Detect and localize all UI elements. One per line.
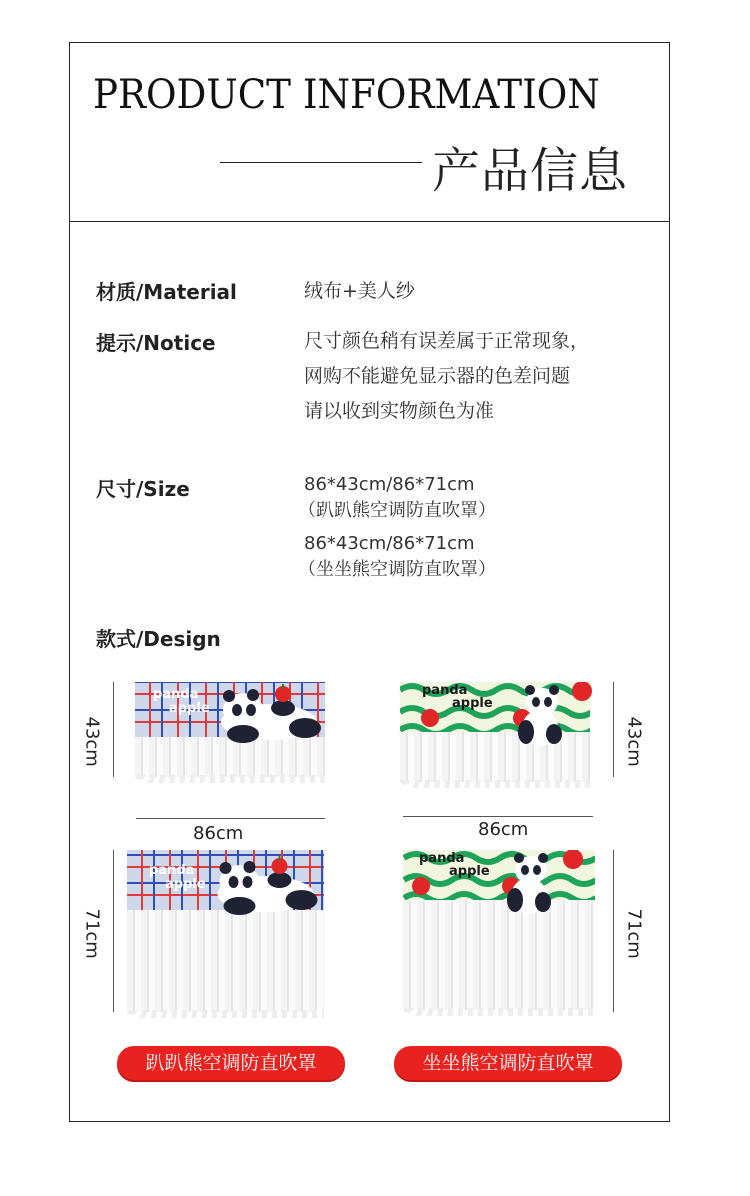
brand-apple: apple (169, 701, 210, 716)
notice-line-1: 尺寸颜色稍有误差属于正常现象， (304, 330, 590, 352)
brand-apple: apple (452, 696, 493, 711)
product-lying-short (135, 682, 325, 777)
dim-86cm-right: 86cm (478, 819, 529, 840)
lying-panda-icon (207, 856, 324, 918)
tag-sitting-panda: 坐坐熊空调防直吹罩 (394, 1046, 622, 1080)
size-label: 尺寸/Size (96, 477, 190, 501)
size-line-1: 86*43cm/86*71cm (304, 474, 475, 495)
product-sitting-long (403, 850, 595, 1010)
design-label: 款式/Design (96, 627, 221, 651)
brand-panda: panda (422, 683, 468, 698)
dim-line-left-long (113, 850, 114, 1012)
title-rule (220, 162, 422, 163)
brand-apple: apple (165, 877, 206, 892)
material-value: 绒布+美人纱 (304, 280, 415, 302)
dim-line-left-short (113, 682, 114, 777)
size-line-2: （趴趴熊空调防直吹罩） (298, 500, 496, 521)
tag-lying-panda: 趴趴熊空调防直吹罩 (117, 1046, 345, 1080)
dim-71cm-left: 71cm (81, 908, 103, 959)
brand-apple: apple (449, 864, 490, 879)
title-chinese: 产品信息 (432, 143, 629, 199)
notice-line-3: 请以收到实物颜色为准 (304, 400, 495, 422)
sitting-panda-icon (405, 850, 595, 918)
brand-panda: panda (153, 687, 199, 702)
dim-line-right-long (613, 850, 614, 1012)
notice-line-2: 网购不能避免显示器的色差问题 (304, 365, 571, 387)
lying-panda-icon (213, 684, 325, 746)
product-lying-long (127, 850, 324, 1012)
brand-panda: panda (149, 863, 195, 878)
size-line-4: （坐坐熊空调防直吹罩） (298, 559, 496, 580)
header-divider (69, 221, 670, 222)
dim-43cm-left: 43cm (81, 716, 103, 767)
notice-label: 提示/Notice (96, 331, 216, 355)
brand-panda: panda (419, 851, 465, 866)
dim-86cm-left: 86cm (193, 823, 244, 844)
title-english: PRODUCT INFORMATION (93, 72, 600, 118)
dim-line-width-right (403, 816, 593, 817)
dim-43cm-right: 43cm (623, 716, 645, 767)
dim-line-width-left (136, 818, 325, 819)
material-label: 材质/Material (96, 280, 237, 304)
dim-line-right-short (613, 682, 614, 777)
product-sitting-short (400, 682, 590, 782)
sitting-panda-icon (414, 682, 604, 750)
dim-71cm-right: 71cm (623, 908, 645, 959)
size-line-3: 86*43cm/86*71cm (304, 533, 475, 554)
